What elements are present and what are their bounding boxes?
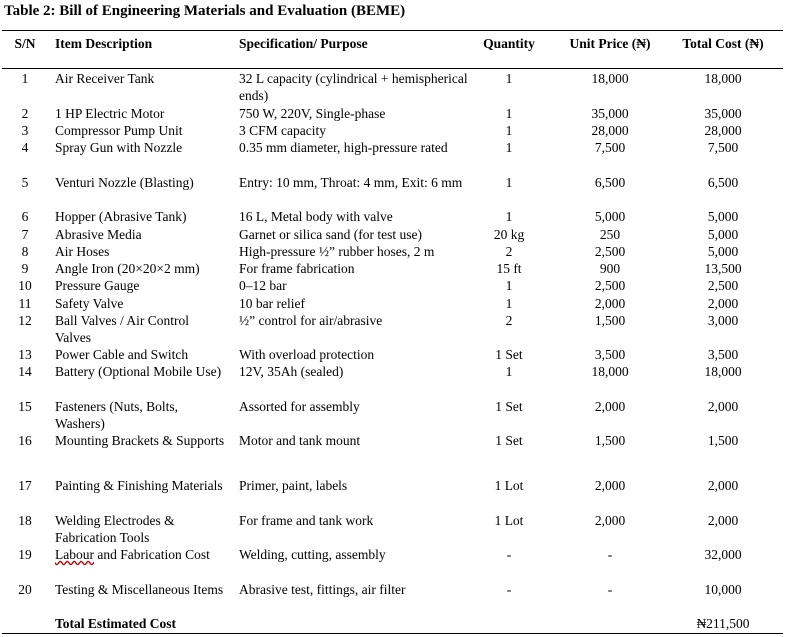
row-total: 18,000 (704, 71, 742, 86)
row-item: Venturi Nozzle (Blasting) (55, 175, 194, 190)
row-sn: 17 (18, 478, 32, 493)
row-total: 3,000 (707, 313, 739, 328)
header-total-cost: Total Cost (₦) (682, 36, 764, 51)
row-spec: 32 L capacity (cylindrical + hemispherical ends) (239, 71, 468, 104)
row-qty: 1 (505, 278, 513, 293)
row-qty: 1 (505, 175, 513, 190)
row-sn: 10 (18, 278, 32, 293)
row-unit-price: 900 (599, 261, 621, 276)
row-unit-price: 2,500 (594, 244, 626, 259)
row-sn: 1 (21, 71, 29, 86)
row-spec: 0–12 bar (239, 278, 287, 293)
row-qty: 20 kg (493, 227, 525, 242)
row-qty: 1 (505, 364, 513, 379)
row-item: Compressor Pump Unit (55, 123, 183, 138)
row-unit-price: 1,500 (594, 433, 626, 448)
row-item: Fasteners (Nuts, Bolts, Washers) (55, 399, 178, 432)
row-sn: 15 (18, 399, 32, 414)
row-unit-price: - (607, 582, 613, 597)
row-total: 3,500 (707, 347, 739, 362)
row-sn: 19 (18, 547, 32, 562)
table-caption: Table 2: Bill of Engineering Materials and Evaluation (BEME) (4, 3, 406, 19)
row-sn: 14 (18, 364, 32, 379)
row-item: Hopper (Abrasive Tank) (55, 209, 187, 224)
row-item-part: Labour (55, 547, 94, 562)
table-bottom-rule (2, 633, 783, 634)
row-spec: For frame fabrication (239, 261, 355, 276)
row-sn: 16 (18, 433, 32, 448)
row-qty: - (506, 547, 512, 562)
row-total: 5,000 (707, 244, 739, 259)
row-unit-price: 18,000 (591, 71, 629, 86)
row-sn: 7 (21, 227, 29, 242)
row-item: Testing & Miscellaneous Items (55, 582, 224, 597)
row-item: Power Cable and Switch (55, 347, 189, 362)
row-total: 2,000 (707, 296, 739, 311)
header-item-description: Item Description (55, 36, 153, 51)
row-item (55, 546, 227, 563)
row-unit-price: 2,000 (594, 296, 626, 311)
row-unit-price: - (607, 547, 613, 562)
row-spec: ½” control for air/abrasive (239, 313, 383, 328)
row-total: 2,000 (707, 478, 739, 493)
row-sn: 5 (21, 175, 29, 190)
row-spec: Assorted for assembly (239, 399, 360, 414)
row-total: 6,500 (707, 175, 739, 190)
row-item-part: and Fabrication Cost (93, 547, 210, 562)
row-sn: 6 (21, 209, 29, 224)
row-spec: High-pressure ½” rubber hoses, 2 m (239, 244, 435, 259)
row-sn: 20 (18, 582, 32, 597)
row-sn: 2 (21, 106, 29, 121)
row-spec: Primer, paint, labels (239, 478, 348, 493)
row-sn: 13 (18, 347, 32, 362)
row-spec: 0.35 mm diameter, high-pressure rated (239, 140, 448, 155)
row-unit-price: 2,000 (594, 513, 626, 528)
row-qty: 1 Set (495, 399, 523, 414)
row-sn: 9 (21, 261, 29, 276)
header-quantity: Quantity (483, 36, 535, 51)
row-qty: - (506, 582, 512, 597)
row-unit-price: 28,000 (591, 123, 629, 138)
row-unit-price: 2,000 (594, 478, 626, 493)
row-total: 2,000 (707, 399, 739, 414)
row-item: Angle Iron (20×20×2 mm) (55, 261, 200, 276)
row-unit-price: 18,000 (591, 364, 629, 379)
row-sn: 3 (21, 123, 29, 138)
row-sn: 8 (21, 244, 29, 259)
row-item: Ball Valves / Air Control Valves (55, 313, 189, 346)
row-spec: Abrasive test, fittings, air filter (239, 582, 406, 597)
header-unit-price: Unit Price (₦) (569, 36, 651, 51)
row-qty: 2 (505, 244, 513, 259)
row-item: Spray Gun with Nozzle (55, 140, 183, 155)
row-sn: 11 (18, 296, 32, 311)
row-total: 35,000 (704, 106, 742, 121)
row-qty: 1 (505, 106, 513, 121)
row-total: 5,000 (707, 227, 739, 242)
total-estimated-cost-value: ₦211,500 (696, 616, 750, 631)
row-total: 2,000 (707, 513, 739, 528)
row-qty: 1 Lot (494, 478, 524, 493)
row-spec: For frame and tank work (239, 513, 374, 528)
row-total: 32,000 (704, 547, 742, 562)
row-spec: 750 W, 220V, Single-phase (239, 106, 386, 121)
row-spec: Garnet or silica sand (for test use) (239, 227, 422, 242)
row-sn: 18 (18, 513, 32, 528)
row-qty: 1 Set (495, 347, 523, 362)
row-item: Painting & Finishing Materials (55, 478, 223, 493)
row-item: Pressure Gauge (55, 278, 140, 293)
header-bottom-rule (2, 68, 783, 69)
row-qty: 1 (505, 209, 513, 224)
row-total: 13,500 (704, 261, 742, 276)
row-spec: With overload protection (239, 347, 375, 362)
row-item: Air Receiver Tank (55, 71, 155, 86)
row-qty: 1 (505, 296, 513, 311)
row-total: 5,000 (707, 209, 739, 224)
row-spec: 12V, 35Ah (sealed) (239, 364, 344, 379)
row-spec: Motor and tank mount (239, 433, 361, 448)
row-item: Battery (Optional Mobile Use) (55, 364, 222, 379)
row-item: Safety Valve (55, 296, 124, 311)
row-spec: 3 CFM capacity (239, 123, 326, 138)
row-item: Abrasive Media (55, 227, 142, 242)
row-qty: 1 (505, 140, 513, 155)
row-unit-price: 35,000 (591, 106, 629, 121)
header-sn: S/N (14, 36, 36, 51)
row-unit-price: 5,000 (594, 209, 626, 224)
row-qty: 15 ft (496, 261, 522, 276)
row-total: 2,500 (707, 278, 739, 293)
row-sn: 4 (21, 140, 29, 155)
row-spec: 16 L, Metal body with valve (239, 209, 393, 224)
row-total: 10,000 (704, 582, 742, 597)
row-unit-price: 250 (599, 227, 621, 242)
table-top-rule (2, 30, 783, 31)
row-item: Air Hoses (55, 244, 110, 259)
row-total: 18,000 (704, 364, 742, 379)
row-qty: 1 (505, 123, 513, 138)
total-estimated-cost-label: Total Estimated Cost (55, 616, 177, 631)
row-qty: 2 (505, 313, 513, 328)
row-unit-price: 1,500 (594, 313, 626, 328)
row-unit-price: 2,000 (594, 399, 626, 414)
row-qty: 1 (505, 71, 513, 86)
row-total: 7,500 (707, 140, 739, 155)
row-qty: 1 Lot (494, 513, 524, 528)
row-unit-price: 3,500 (594, 347, 626, 362)
row-spec: Entry: 10 mm, Throat: 4 mm, Exit: 6 mm (239, 175, 463, 190)
row-item: Mounting Brackets & Supports (55, 433, 225, 448)
row-spec: 10 bar relief (239, 296, 305, 311)
row-sn: 12 (18, 313, 32, 328)
row-unit-price: 7,500 (594, 140, 626, 155)
row-unit-price: 2,500 (594, 278, 626, 293)
row-spec: Welding, cutting, assembly (239, 547, 386, 562)
row-total: 1,500 (707, 433, 739, 448)
row-item: 1 HP Electric Motor (55, 106, 165, 121)
row-unit-price: 6,500 (594, 175, 626, 190)
header-specification: Specification/ Purpose (239, 36, 368, 51)
row-qty: 1 Set (495, 433, 523, 448)
row-total: 28,000 (704, 123, 742, 138)
row-item: Welding Electrodes & Fabrication Tools (55, 513, 175, 546)
